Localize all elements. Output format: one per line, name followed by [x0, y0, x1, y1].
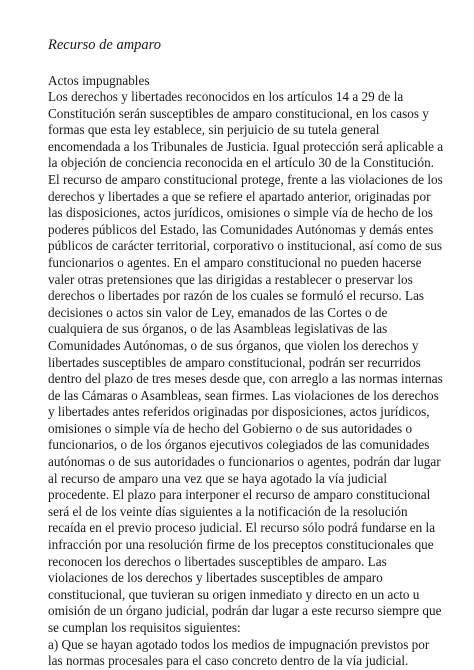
document-title: Recurso de amparo: [48, 37, 162, 53]
section-heading: Actos impugnables: [48, 73, 150, 88]
body-paragraph: Los derechos y libertades reconocidos en los artículos 14 a 29 de la Constitución serán susceptibles de amparo constitucional, en los casos y formas que esta ley establece, sin perjuicio de su tutela general encomendada a los Tribunales de Justicia. Igual protección será aplicable a la objeción de conciencia reconocida en el artículo 30 de la Constitución. El recurso de amparo constitucional protege, frente a las violaciones de los derechos y libertades a que se refiere el apartado anterior, originadas por las disposiciones, actos jurídicos, omisiones o simple vía de hecho de los poderes públicos del Estado, las Comunidades Autónomas y demás entes públicos de carácter territorial, corporativo o institucional, así como de sus funcionarios o agentes. En el amparo constitucional no pueden hacerse valer otras pretensiones que las dirigidas a restablecer o preservar los derechos o libertades por razón de los cuales se formuló el recurso. Las decisiones o actos sin valor de Ley, emanados de las Cortes o de cualquiera de sus órganos, o de las Asambleas legislativas de las Comunidades Autónomas, o de sus órganos, que violen los derechos y libertades susceptibles de amparo constitucional, podrán ser recurridos dentro del plazo de tres meses desde que, con arreglo a las normas internas de las Cámaras o Asambleas, sean firmes. Las violaciones de los derechos y libertades antes referidos originadas por disposiciones, actos jurídicos, omisiones o simple vía de hecho del Gobierno o de sus autoridades o funcionarios, o de los órganos ejecutivos colegiados de las comunidades autónomas o de sus autoridades o funcionarios o agentes, podrán dar lugar al recurso de amparo una vez que se haya agotado la vía judicial procedente. El plazo para interponer el recurso de amparo constitucional será el de los veinte días siguientes a la notificación de la resolución recaída en el previo proceso judicial. El recurso sólo podrá fundarse en la infracción por una resolución firme de los preceptos constitucionales que reconocen los derechos o libertades susceptibles de amparo. Las violaciones de los derechos y libertades susceptibles de amparo constitucional, que tuvieran su origen inmediato y directo en un acto u omisión de un órgano judicial, podrán dar lugar a este recurso siempre que se cumplan los requisitos siguientes: a) Que se hayan agotado todos los medios de impugnación previstos por las normas procesales para el caso concreto dentro de la vía judicial.: [48, 89, 444, 669]
